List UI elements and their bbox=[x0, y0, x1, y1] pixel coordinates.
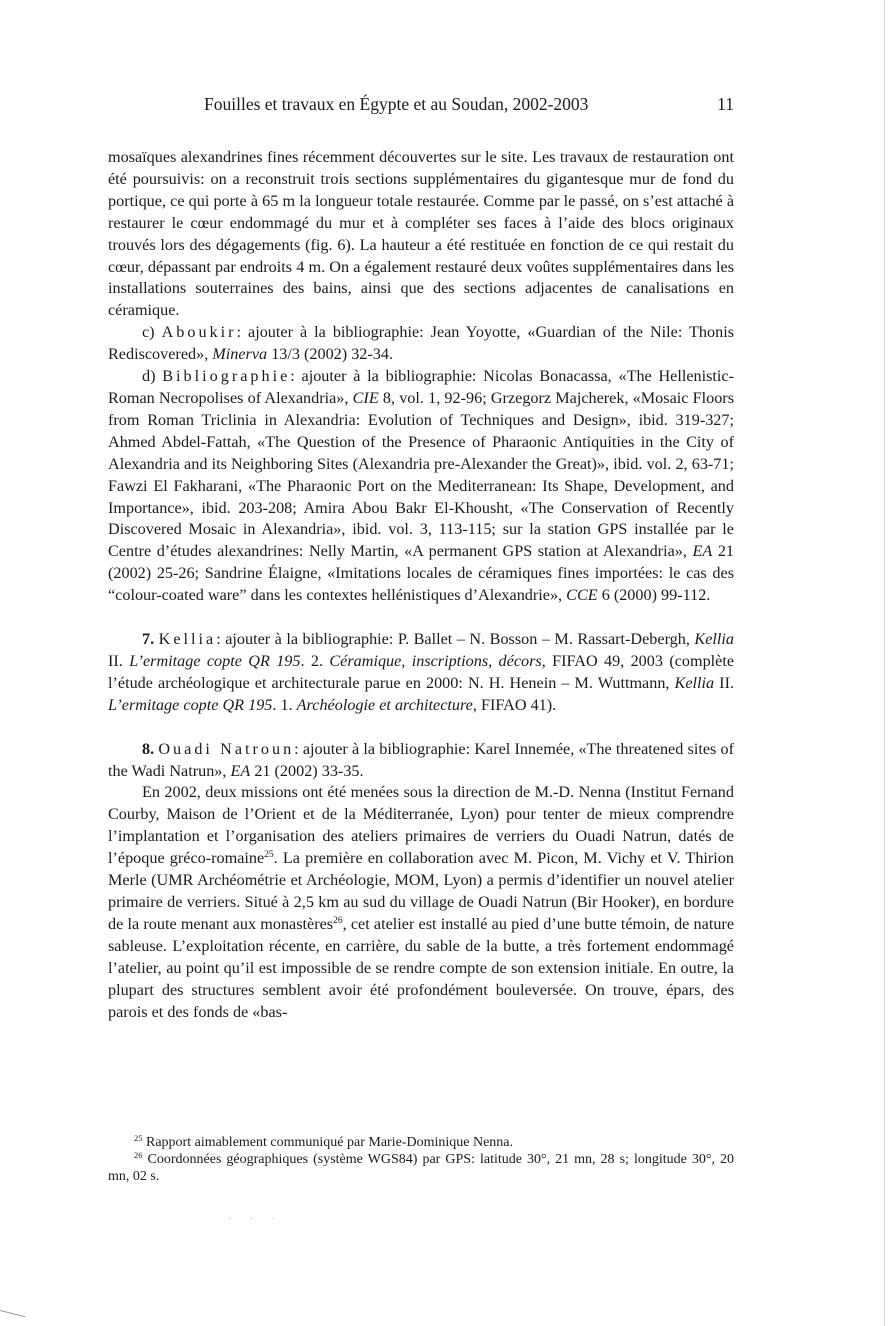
footnote-number: 26 bbox=[134, 1150, 143, 1160]
section-8-ouadi-natroun bbox=[108, 739, 734, 783]
text-run: . 1. bbox=[272, 695, 297, 714]
text-run: 21 (2002) 25-26; Sandrine Élaigne, «Imitations locales de céramiques fines importées: le cas des “colour-coated ware” dans les contextes hellénistiques d’Alexandrie», bbox=[108, 542, 735, 605]
book-title: Kellia bbox=[694, 630, 734, 649]
item-label: c) bbox=[142, 323, 162, 342]
footnote-text: Rapport aimablement communiqué par Marie-Dominique Nenna. bbox=[142, 1135, 514, 1150]
text-run: En 2002, deux missions ont été menées sous la direction de M.-D. Nenna (Institut Fernand Courby, Maison de l’Orient et de la Méditerranée, Lyon) pour tenter de mieux comprendre l’implantation et l’organisation des ateliers primaires de verriers du Ouadi Natrun, datés de l’époque gréco-romaine bbox=[108, 783, 734, 868]
paragraph-aboukir bbox=[108, 322, 734, 366]
paragraph-bibliographie bbox=[108, 366, 734, 607]
text-run: . La première en collaboration avec M. Picon, M. Vichy et V. Thirion Merle (UMR Archéométrie et Archéologie, MOM, Lyon) a permis d’identifier un nouvel atelier primaire de verriers. Situé à 2,5 km au sud du village de Ouadi Natrun (Bir Hooker), en bordure de la route menant aux monastères bbox=[108, 849, 734, 933]
text-run: 13/3 (2002) 32-34. bbox=[267, 345, 394, 364]
scan-dots: · · · bbox=[228, 1214, 283, 1225]
footnote-ref-25[interactable]: 25 bbox=[264, 850, 274, 861]
section-name-bibliographie: Bibliographie bbox=[162, 367, 291, 386]
footnote-25 bbox=[108, 1134, 734, 1151]
text-run: : ajouter à la bibliographie: P. Ballet – N. Bosson – M. Rassart-Debergh, bbox=[216, 630, 695, 649]
book-title: Céramique, inscriptions, décors bbox=[329, 651, 542, 670]
page-number: 11 bbox=[717, 94, 734, 114]
running-header bbox=[108, 92, 734, 116]
running-title: Fouilles et travaux en Égypte et au Soudan, 2002-2003 bbox=[204, 94, 589, 114]
footnote-text: Coordonnées géographiques (système WGS84) par GPS: latitude 30°, 21 mn, 28 s; longitude 30°, 20 mn, 02 s. bbox=[108, 1152, 734, 1184]
section-7-kellia bbox=[108, 629, 734, 717]
book-title: Archéologie et architecture bbox=[296, 695, 473, 714]
journal-title: EA bbox=[692, 542, 713, 561]
paragraph-missions-2002 bbox=[108, 782, 734, 1023]
text-run: , FIFAO 41). bbox=[472, 695, 557, 714]
text-run: : ajouter à la bibliographie: Jean Yoyotte, «Guardian of the Nile: Thonis Rediscovered», bbox=[108, 323, 734, 364]
book-title: Kellia bbox=[674, 673, 715, 692]
main-text bbox=[108, 147, 734, 1023]
scan-corner-mark bbox=[0, 1310, 25, 1317]
scan-edge-line bbox=[884, 0, 885, 1326]
text-run: . 2. bbox=[300, 651, 330, 670]
text-run: II. bbox=[714, 673, 735, 692]
section-number: 8. bbox=[142, 739, 155, 758]
site-name-aboukir: Aboukir bbox=[161, 323, 237, 342]
text-run: , cet atelier est installé au pied d’une butte témoin, de nature sableuse. L’exploitation récente, en carrière, du sable de la butte, a très fortement endommagé l’atelier, au point qu’il est impossible de se rendre compte de son extension initiale. En outre, la plupart des structures semblent avoir été profondément bouleversée. On trouve, épars, des parois et des fonds de «bas- bbox=[108, 914, 734, 1021]
text-run: : ajouter à la bibliographie: Nicolas Bonacassa, «The Hellenistic-Roman Necropolises of Alexandria», bbox=[108, 367, 735, 407]
journal-title: EA bbox=[230, 761, 251, 780]
journal-title: CIE bbox=[352, 388, 379, 407]
text-run: , FIFAO 49, 2003 (complète l’étude archéologique et architecturale parue en 2000: N. H. Henein – M. Wuttmann, bbox=[108, 651, 735, 692]
footnote-ref-26[interactable]: 26 bbox=[333, 915, 343, 926]
text-run: 6 (2000) 99-112. bbox=[597, 586, 711, 605]
item-label: d) bbox=[142, 367, 163, 386]
paragraph-restoration: mosaïques alexandrines fines récemment découvertes sur le site. Les travaux de restauration ont été poursuivis: on a reconstruit trois sections supplémentaires du gigantesque mur de fond du portique, ce qui porte à 65 m la longueur totale restaurée. Comme par le passé, on s’est attaché à restaurer le cœur endommagé du mur et à compléter ses faces à l’aide des blocs originaux trouvés lors des dégagements (fig. 6). La hauteur a été restituée en fonction de ce qui restait du cœur, dépassant par endroits 4 m. On a également restauré deux voûtes supplémentaires dans les installations souterraines des bains, ainsi que des sections adjacentes de canalisations en céramique. bbox=[108, 148, 734, 320]
site-name-ouadi-natroun: Ouadi Natroun bbox=[158, 739, 295, 758]
text-run: 21 (2002) 33-35. bbox=[250, 761, 364, 780]
book-title: L’ermitage copte QR 195 bbox=[108, 695, 273, 714]
site-name-kellia: Kellia bbox=[158, 630, 217, 649]
journal-title: Minerva bbox=[212, 345, 268, 364]
footnotes bbox=[108, 1134, 734, 1185]
text-run: II. bbox=[108, 651, 130, 670]
book-title: L’ermitage copte QR 195 bbox=[129, 651, 301, 670]
text-run: : ajouter à la bibliographie: Karel Innemée, «The threatened sites of the Wadi Natrun», bbox=[108, 739, 735, 780]
section-number: 7. bbox=[142, 630, 155, 649]
footnote-26 bbox=[108, 1151, 734, 1185]
journal-title: CCE bbox=[566, 586, 598, 605]
footnote-number: 25 bbox=[134, 1133, 143, 1143]
text-run: 8, vol. 1, 92-96; Grzegorz Majcherek, «Mosaic Floors from Roman Triclinia in Alexandria: Evolution of Techniques and Design», ibid. 319-327; Ahmed Abdel-Fattah, «The Question of the Presence of Pharaonic Antiquities in the City of Alexandria and its Neighboring Sites (Alexandria pre-Alexander the Great)», ibid. vol. 2, 63-71; Fawzi El Fakharani, «The Pharaonic Port on the Mediterranean: Its Shape, Development, and Importance», ibid. 203-208; Amira Abou Bakr El-Khousht, «The Conservation of Recently Discovered Mosaic in Alexandria», ibid. vol. 3, 113-115; sur la station GPS installée par le Centre d’études alexandrines: Nelly Martin, «A permanent GPS station at Alexandria», bbox=[108, 388, 734, 561]
